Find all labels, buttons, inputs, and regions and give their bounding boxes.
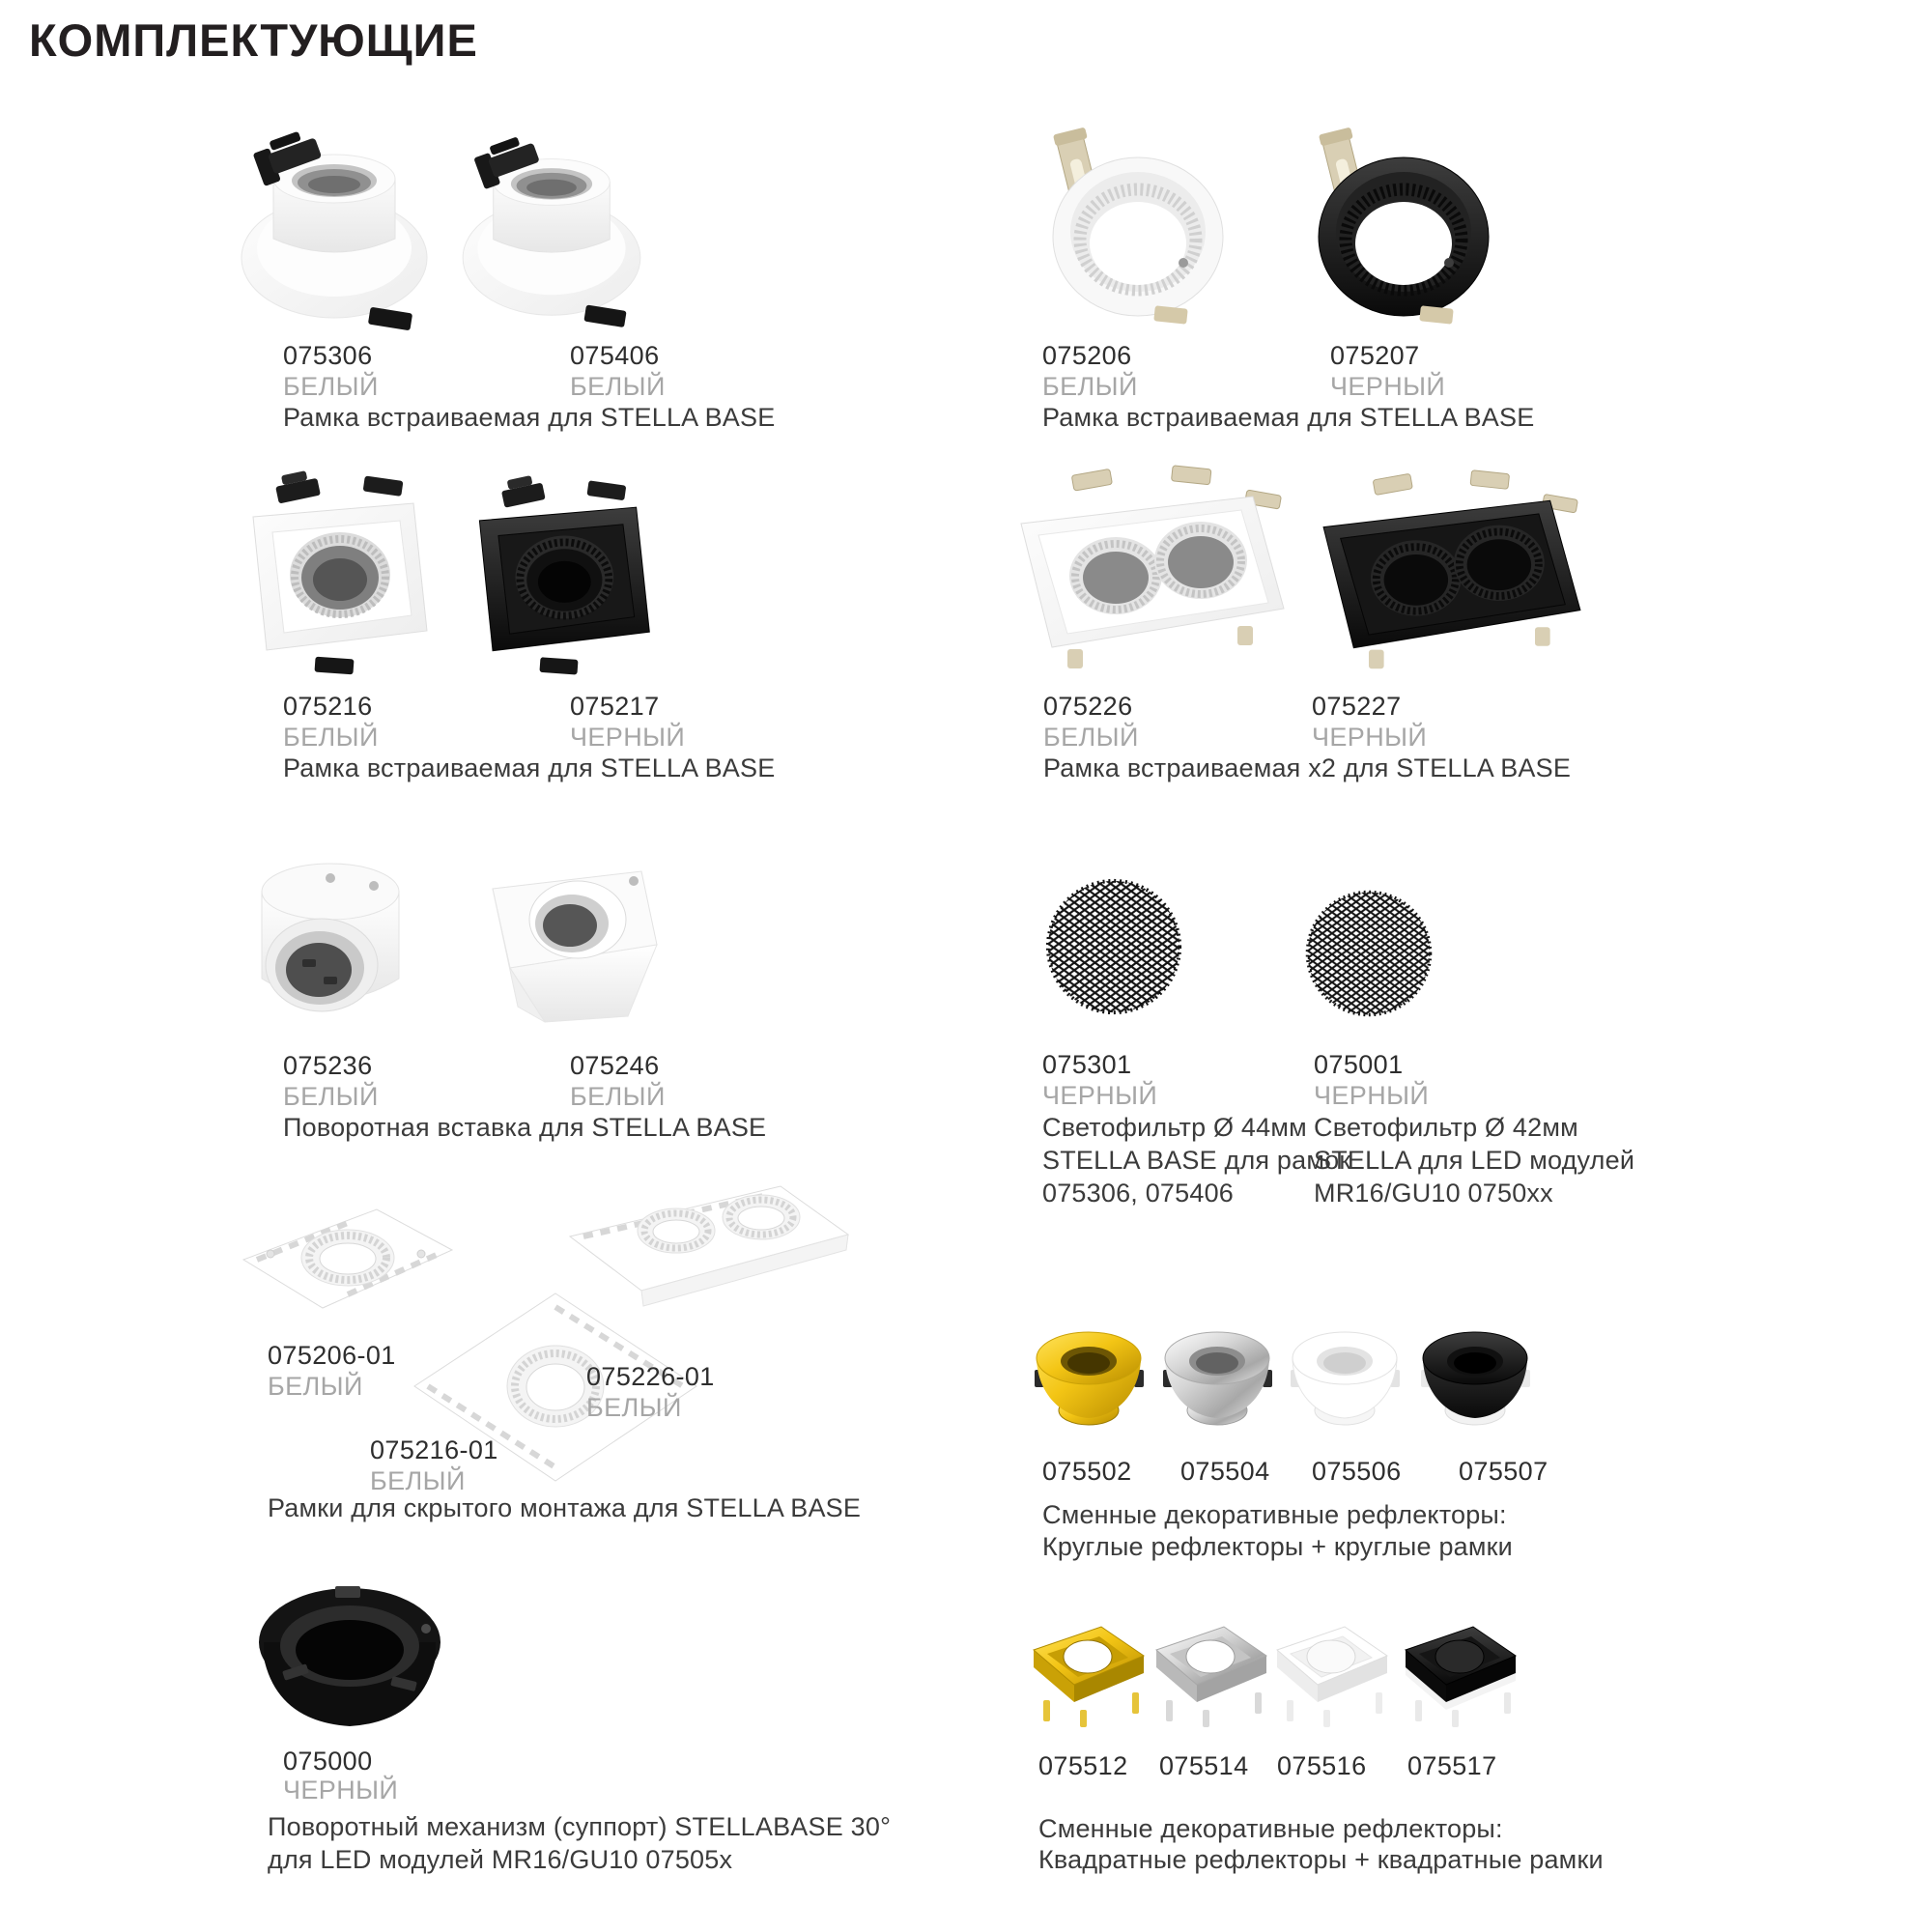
product-code: 075216 <box>283 692 373 721</box>
reflector-round-white-image <box>1285 1321 1406 1430</box>
group-caption: Квадратные рефлекторы + квадратные рамки <box>1038 1845 1604 1874</box>
product-color-label: ЧЕРНЫЙ <box>570 723 686 752</box>
honeycomb-filter-image <box>1303 888 1435 1019</box>
group-toothed-rings <box>1024 106 1623 435</box>
product-code: 075507 <box>1459 1457 1548 1486</box>
product-description: Светофильтр Ø 42мм <box>1314 1113 1578 1142</box>
group-caption: Рамка встраиваемая для STELLA BASE <box>283 753 776 782</box>
product-description: 075306, 075406 <box>1042 1179 1234 1208</box>
product-code: 075217 <box>570 692 660 721</box>
product-code: 075406 <box>570 341 660 370</box>
group-rotary-support <box>217 1565 892 1884</box>
product-color-label: БЕЛЫЙ <box>1043 723 1139 752</box>
group-square-frames <box>217 464 816 792</box>
reflector-round-black-image <box>1415 1321 1536 1430</box>
product-code: 075502 <box>1042 1457 1132 1486</box>
toothed-ring-black-image <box>1304 116 1502 336</box>
product-color-label: ЧЕРНЫЙ <box>1330 372 1446 401</box>
group-light-filters <box>1005 850 1635 1227</box>
round-insert-white-image <box>227 836 435 1040</box>
reflector-square-black-image <box>1396 1613 1521 1729</box>
group-caption: Рамка встраиваемая x2 для STELLA BASE <box>1043 753 1572 782</box>
group-caption: Круглые рефлекторы + круглые рамки <box>1042 1532 1513 1561</box>
spring-clip-icon <box>363 475 404 496</box>
product-code: 075226 <box>1043 692 1133 721</box>
group-caption: Сменные декоративные рефлекторы: <box>1042 1500 1507 1529</box>
reflector-square-chrome-image <box>1147 1613 1272 1729</box>
group-round-frames <box>217 106 816 435</box>
honeycomb-filter-image <box>1043 876 1184 1017</box>
hidden-mount-double-image <box>560 1179 855 1381</box>
product-code: 075206-01 <box>268 1341 396 1370</box>
product-color-label: ЧЕРНЫЙ <box>283 1776 399 1804</box>
product-code: 075216-01 <box>370 1435 498 1464</box>
spring-clip-icon <box>273 469 321 504</box>
product-color-label: БЕЛЫЙ <box>570 1082 666 1111</box>
product-description: Светофильтр Ø 44мм <box>1042 1113 1307 1142</box>
group-caption: Рамка встраиваемая для STELLA BASE <box>283 403 776 432</box>
product-description: MR16/GU10 0750xx <box>1314 1179 1553 1208</box>
product-code: 075246 <box>570 1051 660 1080</box>
product-code: 075226-01 <box>586 1362 715 1391</box>
reflector-round-gold-image <box>1029 1321 1150 1430</box>
group-caption: Рамка встраиваемая для STELLA BASE <box>1042 403 1535 432</box>
group-square-reflectors <box>1005 1594 1623 1884</box>
group-caption: для LED модулей MR16/GU10 07505x <box>268 1845 733 1874</box>
product-color-label: ЧЕРНЫЙ <box>1042 1081 1158 1110</box>
group-caption: Поворотная вставка для STELLA BASE <box>283 1113 767 1142</box>
group-round-reflectors <box>1005 1314 1623 1584</box>
round-frame-white-image <box>444 116 659 333</box>
product-code: 075236 <box>283 1051 373 1080</box>
square-insert-white-image <box>464 831 676 1036</box>
reflector-round-chrome-image <box>1157 1321 1278 1430</box>
group-hidden-mount-frames <box>217 1169 874 1536</box>
product-color-label: БЕЛЫЙ <box>570 372 666 401</box>
product-color-label: БЕЛЫЙ <box>1042 372 1138 401</box>
square-frame-white-image <box>222 469 444 683</box>
product-code: 075516 <box>1277 1751 1367 1780</box>
product-code: 075306 <box>283 341 373 370</box>
product-code: 075506 <box>1312 1457 1402 1486</box>
product-color-label: БЕЛЫЙ <box>283 372 379 401</box>
reflector-square-white-image <box>1267 1613 1393 1729</box>
double-frame-white-image <box>1009 464 1294 678</box>
product-code: 075512 <box>1038 1751 1128 1780</box>
product-code: 075504 <box>1180 1457 1270 1486</box>
group-caption: Рамки для скрытого монтажа для STELLA BASE <box>268 1493 862 1522</box>
product-description: STELLA для LED модулей <box>1314 1146 1635 1175</box>
product-description: STELLA BASE для рамок <box>1042 1146 1351 1175</box>
reflector-square-gold-image <box>1024 1613 1150 1729</box>
product-color-label: БЕЛЫЙ <box>283 723 379 752</box>
toothed-ring-white-image <box>1038 116 1236 336</box>
rotary-support-black-image <box>237 1565 464 1744</box>
page-title: КОМПЛЕКТУЮЩИЕ <box>29 14 478 66</box>
product-code: 075301 <box>1042 1050 1132 1079</box>
product-code: 075514 <box>1159 1751 1249 1780</box>
product-color-label: ЧЕРНЫЙ <box>1312 723 1428 752</box>
product-code: 075206 <box>1042 341 1132 370</box>
group-double-frames <box>1005 454 1623 792</box>
product-code: 075207 <box>1330 341 1420 370</box>
product-color-label: БЕЛЫЙ <box>268 1372 363 1401</box>
round-frame-white-image <box>222 111 446 335</box>
spring-clip-icon <box>586 480 626 500</box>
product-code: 075001 <box>1314 1050 1404 1079</box>
group-caption: Сменные декоративные рефлекторы: <box>1038 1814 1503 1843</box>
product-color-label: БЕЛЫЙ <box>283 1082 379 1111</box>
group-rotatable-inserts <box>217 831 816 1150</box>
group-caption: Поворотный механизм (суппорт) STELLABASE 30° <box>268 1812 892 1841</box>
product-color-label: БЕЛЫЙ <box>586 1393 682 1422</box>
product-code: 075000 <box>283 1747 373 1776</box>
square-frame-black-image <box>449 473 667 683</box>
product-code: 075227 <box>1312 692 1402 721</box>
product-code: 075517 <box>1407 1751 1497 1780</box>
product-color-label: БЕЛЫЙ <box>370 1466 466 1495</box>
product-color-label: ЧЕРНЫЙ <box>1314 1081 1430 1110</box>
spring-clip-icon <box>499 473 546 508</box>
double-frame-black-image <box>1309 469 1594 678</box>
